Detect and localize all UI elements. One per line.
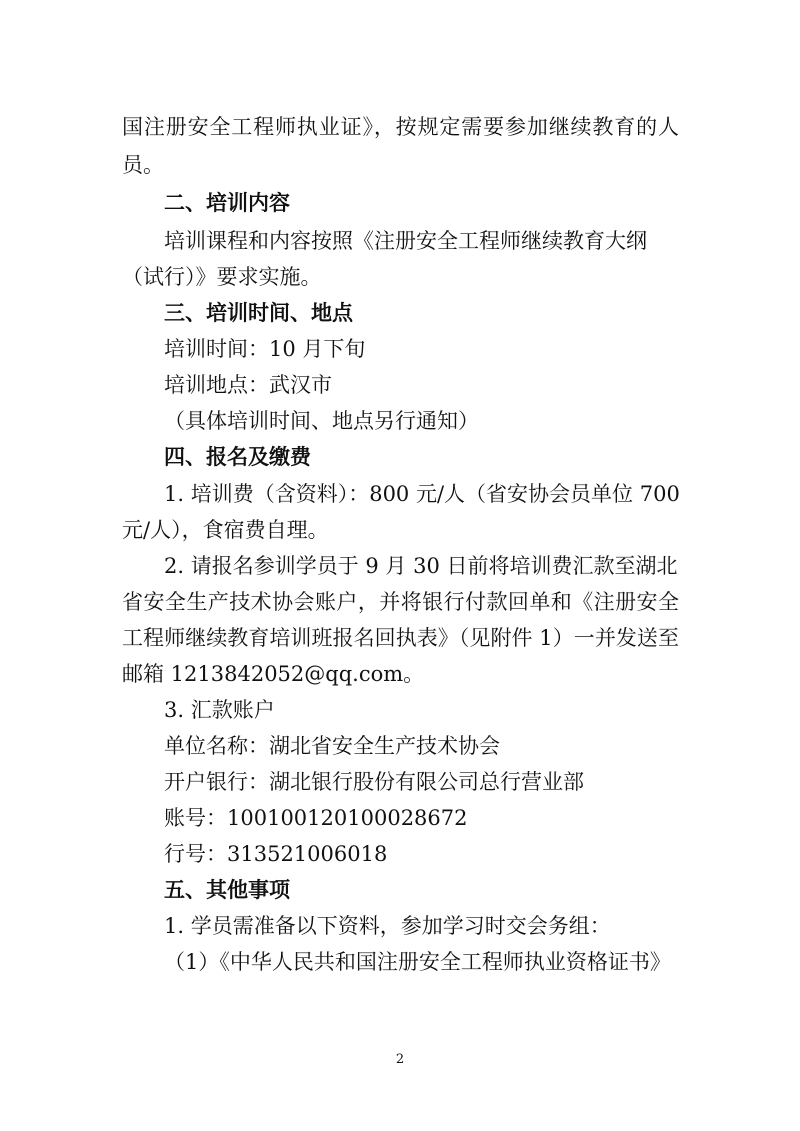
text-line: （1）《中华人民共和国注册安全工程师执业资格证书》	[164, 950, 671, 974]
text-line: 3. 汇款账户	[164, 698, 275, 722]
text-line: 单位名称：湖北省安全生产技术协会	[164, 734, 500, 758]
text-line: 国注册安全工程师执业证》，按规定需要参加继续教育的人	[122, 115, 679, 139]
text-line: 员。	[122, 153, 164, 177]
text-line: （具体培训时间、地点另行通知）	[164, 409, 479, 433]
text-line: （试行）》要求实施。	[122, 265, 322, 289]
text-line: 1. 培训费（含资料）：800 元/人（省安协会员单位 700	[164, 482, 680, 506]
text-line: 1. 学员需准备以下资料，参加学习时交会务组：	[164, 914, 611, 938]
text-line: 2. 请报名参训学员于 9 月 30 日前将培训费汇款至湖北	[164, 554, 678, 578]
text-line: 开户银行：湖北银行股份有限公司总行营业部	[164, 770, 584, 794]
bank-code-line: 行号：313521006018	[164, 842, 388, 866]
section-heading: 三、培训时间、地点	[164, 301, 353, 325]
section-heading: 二、培训内容	[164, 191, 290, 215]
text-line: 工程师继续教育培训班报名回执表》（见附件 1）一并发送至	[122, 626, 679, 650]
text-line: 元/人），食宿费自理。	[122, 518, 329, 542]
email-line: 邮箱 1213842052@qq.com。	[122, 662, 425, 686]
text-line: 省安全生产技术协会账户，并将银行付款回单和《注册安全	[122, 590, 679, 614]
section-heading: 四、报名及缴费	[164, 445, 311, 469]
text-line: 培训地点：武汉市	[164, 373, 332, 397]
section-heading: 五、其他事项	[164, 878, 290, 902]
account-number-line: 账号：100100120100028672	[164, 806, 468, 830]
text-line: 培训时间：10 月下旬	[164, 337, 366, 361]
page-number: 2	[395, 1052, 405, 1067]
text-line: 培训课程和内容按照《注册安全工程师继续教育大纲	[164, 229, 647, 253]
